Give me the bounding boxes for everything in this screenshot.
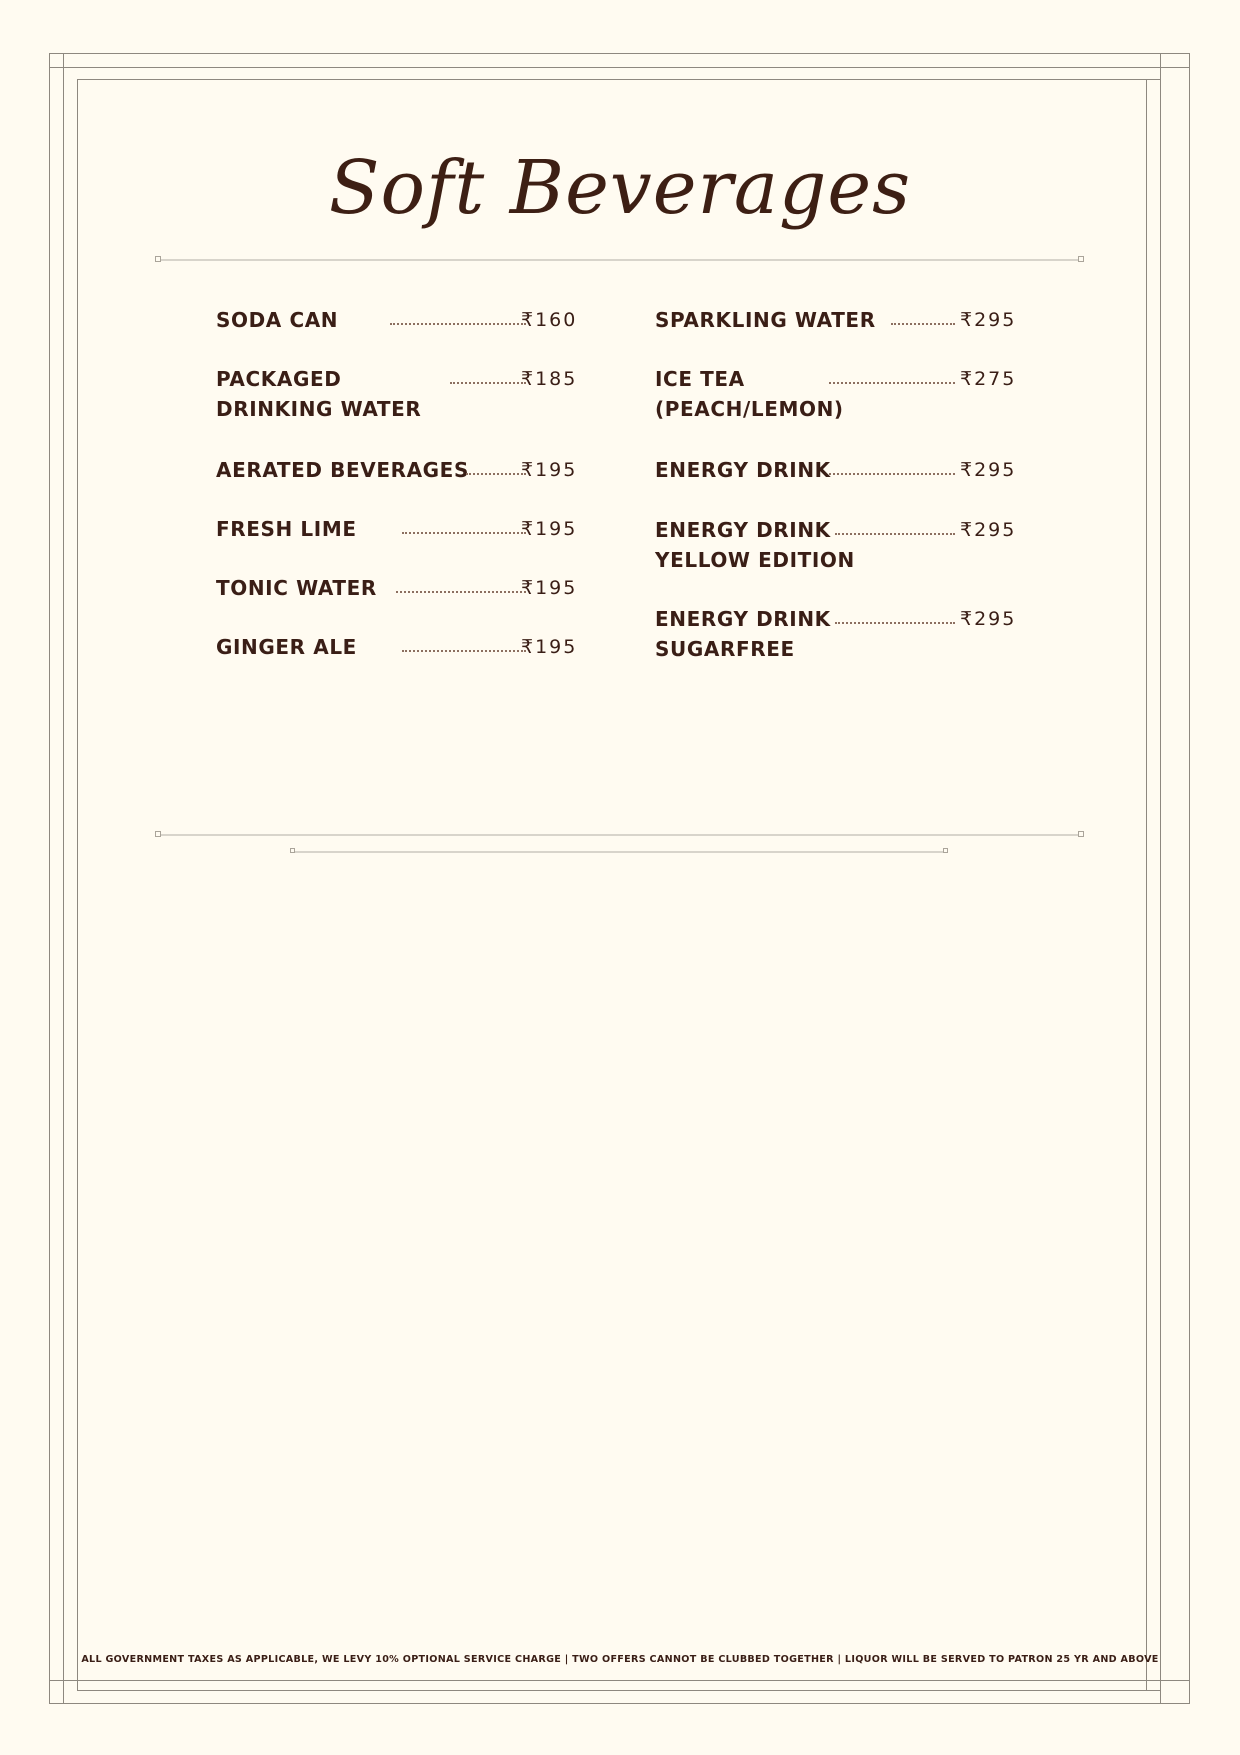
item-name-line2: YELLOW EDITION — [655, 548, 855, 572]
frame-inner-line-top — [49, 67, 1190, 68]
divider-node-right — [943, 848, 948, 853]
item-price: ₹275 — [960, 368, 1017, 390]
menu-title: Soft Beverages — [328, 145, 912, 231]
divider-node-right — [1078, 831, 1084, 837]
item-name-line2: (PEACH/LEMON) — [655, 397, 844, 421]
leader-dots — [450, 382, 526, 384]
frame-inner-line-left — [63, 53, 64, 1704]
frame-inner-line-top-2 — [77, 79, 1160, 80]
item-price: ₹295 — [960, 459, 1017, 481]
leader-dots — [835, 533, 955, 535]
leader-dots — [829, 473, 955, 475]
item-price: ₹195 — [521, 518, 578, 540]
item-name: SPARKLING WATER — [655, 308, 876, 332]
leader-dots — [835, 622, 955, 624]
frame-inner-line-bottom-2 — [77, 1690, 1160, 1691]
leader-dots — [466, 473, 526, 475]
item-name: AERATED BEVERAGES — [216, 458, 469, 482]
divider-node-right — [1078, 256, 1084, 262]
item-name-line2: SUGARFREE — [655, 637, 795, 661]
frame-inner-line-right-2 — [1146, 79, 1147, 1690]
item-price: ₹295 — [960, 309, 1017, 331]
leader-dots — [891, 323, 955, 325]
frame-inner-line-left-2 — [77, 79, 78, 1690]
item-name: TONIC WATER — [216, 576, 377, 600]
item-name: SODA CAN — [216, 308, 339, 332]
frame-inner-line-right — [1160, 53, 1161, 1704]
item-price: ₹295 — [960, 519, 1017, 541]
item-name: ENERGY DRINK — [655, 458, 831, 482]
item-price: ₹195 — [521, 636, 578, 658]
item-name: ICE TEA — [655, 367, 745, 391]
item-price: ₹195 — [521, 577, 578, 599]
divider-node-left — [155, 831, 161, 837]
section-divider-lower — [159, 834, 1081, 836]
item-price: ₹185 — [521, 368, 578, 390]
title-divider — [159, 259, 1081, 261]
item-price: ₹195 — [521, 459, 578, 481]
frame-inner-line-bottom — [49, 1680, 1190, 1681]
item-price: ₹295 — [960, 608, 1017, 630]
item-name: PACKAGED — [216, 367, 342, 391]
divider-node-left — [155, 256, 161, 262]
item-name: ENERGY DRINK — [655, 518, 831, 542]
outer-frame — [49, 53, 1190, 1704]
leader-dots — [390, 323, 526, 325]
leader-dots — [402, 650, 526, 652]
item-name: GINGER ALE — [216, 635, 357, 659]
leader-dots — [396, 591, 526, 593]
section-divider-lower-short — [294, 851, 946, 853]
item-name: ENERGY DRINK — [655, 607, 831, 631]
footer-terms: ALL GOVERNMENT TAXES AS APPLICABLE, WE LEVY 10% OPTIONAL SERVICE CHARGE | TWO OFFERS CANNOT BE CLUBBED TOGETHER | LIQUOR WILL BE SERVED TO PATRON 25 YR AND ABOVE — [81, 1654, 1159, 1665]
leader-dots — [829, 382, 955, 384]
divider-node-left — [290, 848, 295, 853]
item-name: FRESH LIME — [216, 517, 357, 541]
leader-dots — [402, 532, 526, 534]
item-name-line2: DRINKING WATER — [216, 397, 422, 421]
item-price: ₹160 — [521, 309, 578, 331]
